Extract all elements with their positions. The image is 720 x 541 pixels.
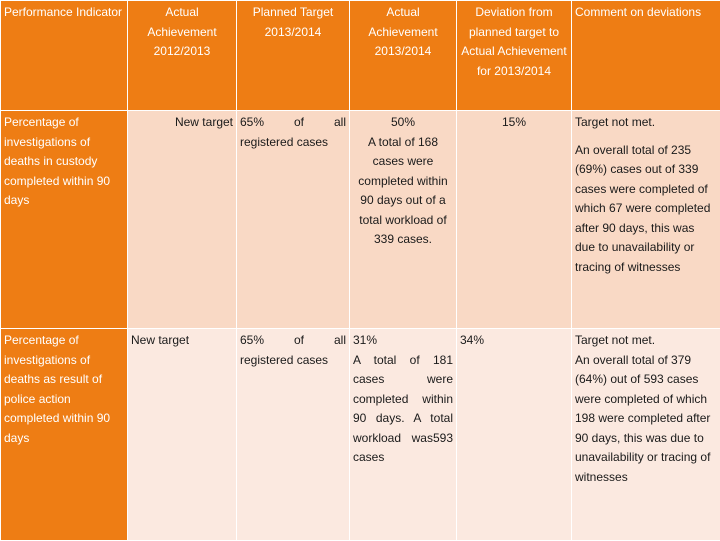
planned-percent: 65%	[240, 113, 264, 133]
actual-2013-cell	[350, 329, 457, 541]
table-row	[1, 329, 720, 541]
header-planned-target: Planned Target 2013/2014	[237, 1, 350, 111]
header-actual-2013: Actual Achievement 2013/2014	[350, 1, 457, 111]
header-performance-indicator: Performance Indicator	[1, 1, 128, 111]
actual-2013-cell	[350, 111, 457, 329]
header-actual-2012: Actual Achievement 2012/2013	[128, 1, 237, 111]
planned-of: of	[294, 331, 304, 351]
comment-head: Target not met.	[575, 331, 717, 351]
actual-2013-percent: 50%	[353, 113, 453, 133]
deviation-cell: 34%	[457, 329, 572, 541]
comment-cell	[572, 329, 720, 541]
actual-2012-cell: New target	[128, 329, 237, 541]
comment-body: An overall total of 379 (64%) out of 593 cases were completed of which 198 were completed after 90 days, this was due to unavailability or tracing of witnesses	[575, 351, 717, 488]
indicator-cell: Percentage of investigations of deaths as result of police action completed within 90 days	[1, 329, 128, 541]
planned-registered: registered cases	[240, 133, 346, 153]
planned-target-cell	[237, 329, 350, 541]
planned-registered: registered cases	[240, 351, 346, 371]
planned-all: all	[334, 331, 346, 351]
deviation-cell: 15%	[457, 111, 572, 329]
comment-head: Target not met.	[575, 113, 717, 133]
actual-2013-detail: A total of 181 cases were completed within 90 days. A total workload was593 cases	[353, 351, 453, 468]
planned-all: all	[334, 113, 346, 133]
actual-2012-cell: New target	[128, 111, 237, 329]
comment-cell	[572, 111, 720, 329]
comment-body: An overall total of 235 (69%) cases out of 339 cases were completed of which 67 were completed after 90 days, this was due to unavailability or tracing of witnesses	[575, 141, 717, 278]
indicator-cell: Percentage of investigations of deaths in custody completed within 90 days	[1, 111, 128, 329]
table-row	[1, 111, 720, 329]
actual-2013-percent: 31%	[353, 331, 453, 351]
planned-percent: 65%	[240, 331, 264, 351]
header-row	[1, 1, 720, 111]
actual-2013-detail: A total of 168 cases were completed within 90 days out of a total workload of 339 cases.	[353, 133, 453, 250]
header-deviation: Deviation from planned target to Actual Achievement for 2013/2014	[457, 1, 572, 111]
planned-target-cell	[237, 111, 350, 329]
header-comment: Comment on deviations	[572, 1, 720, 111]
planned-of: of	[294, 113, 304, 133]
